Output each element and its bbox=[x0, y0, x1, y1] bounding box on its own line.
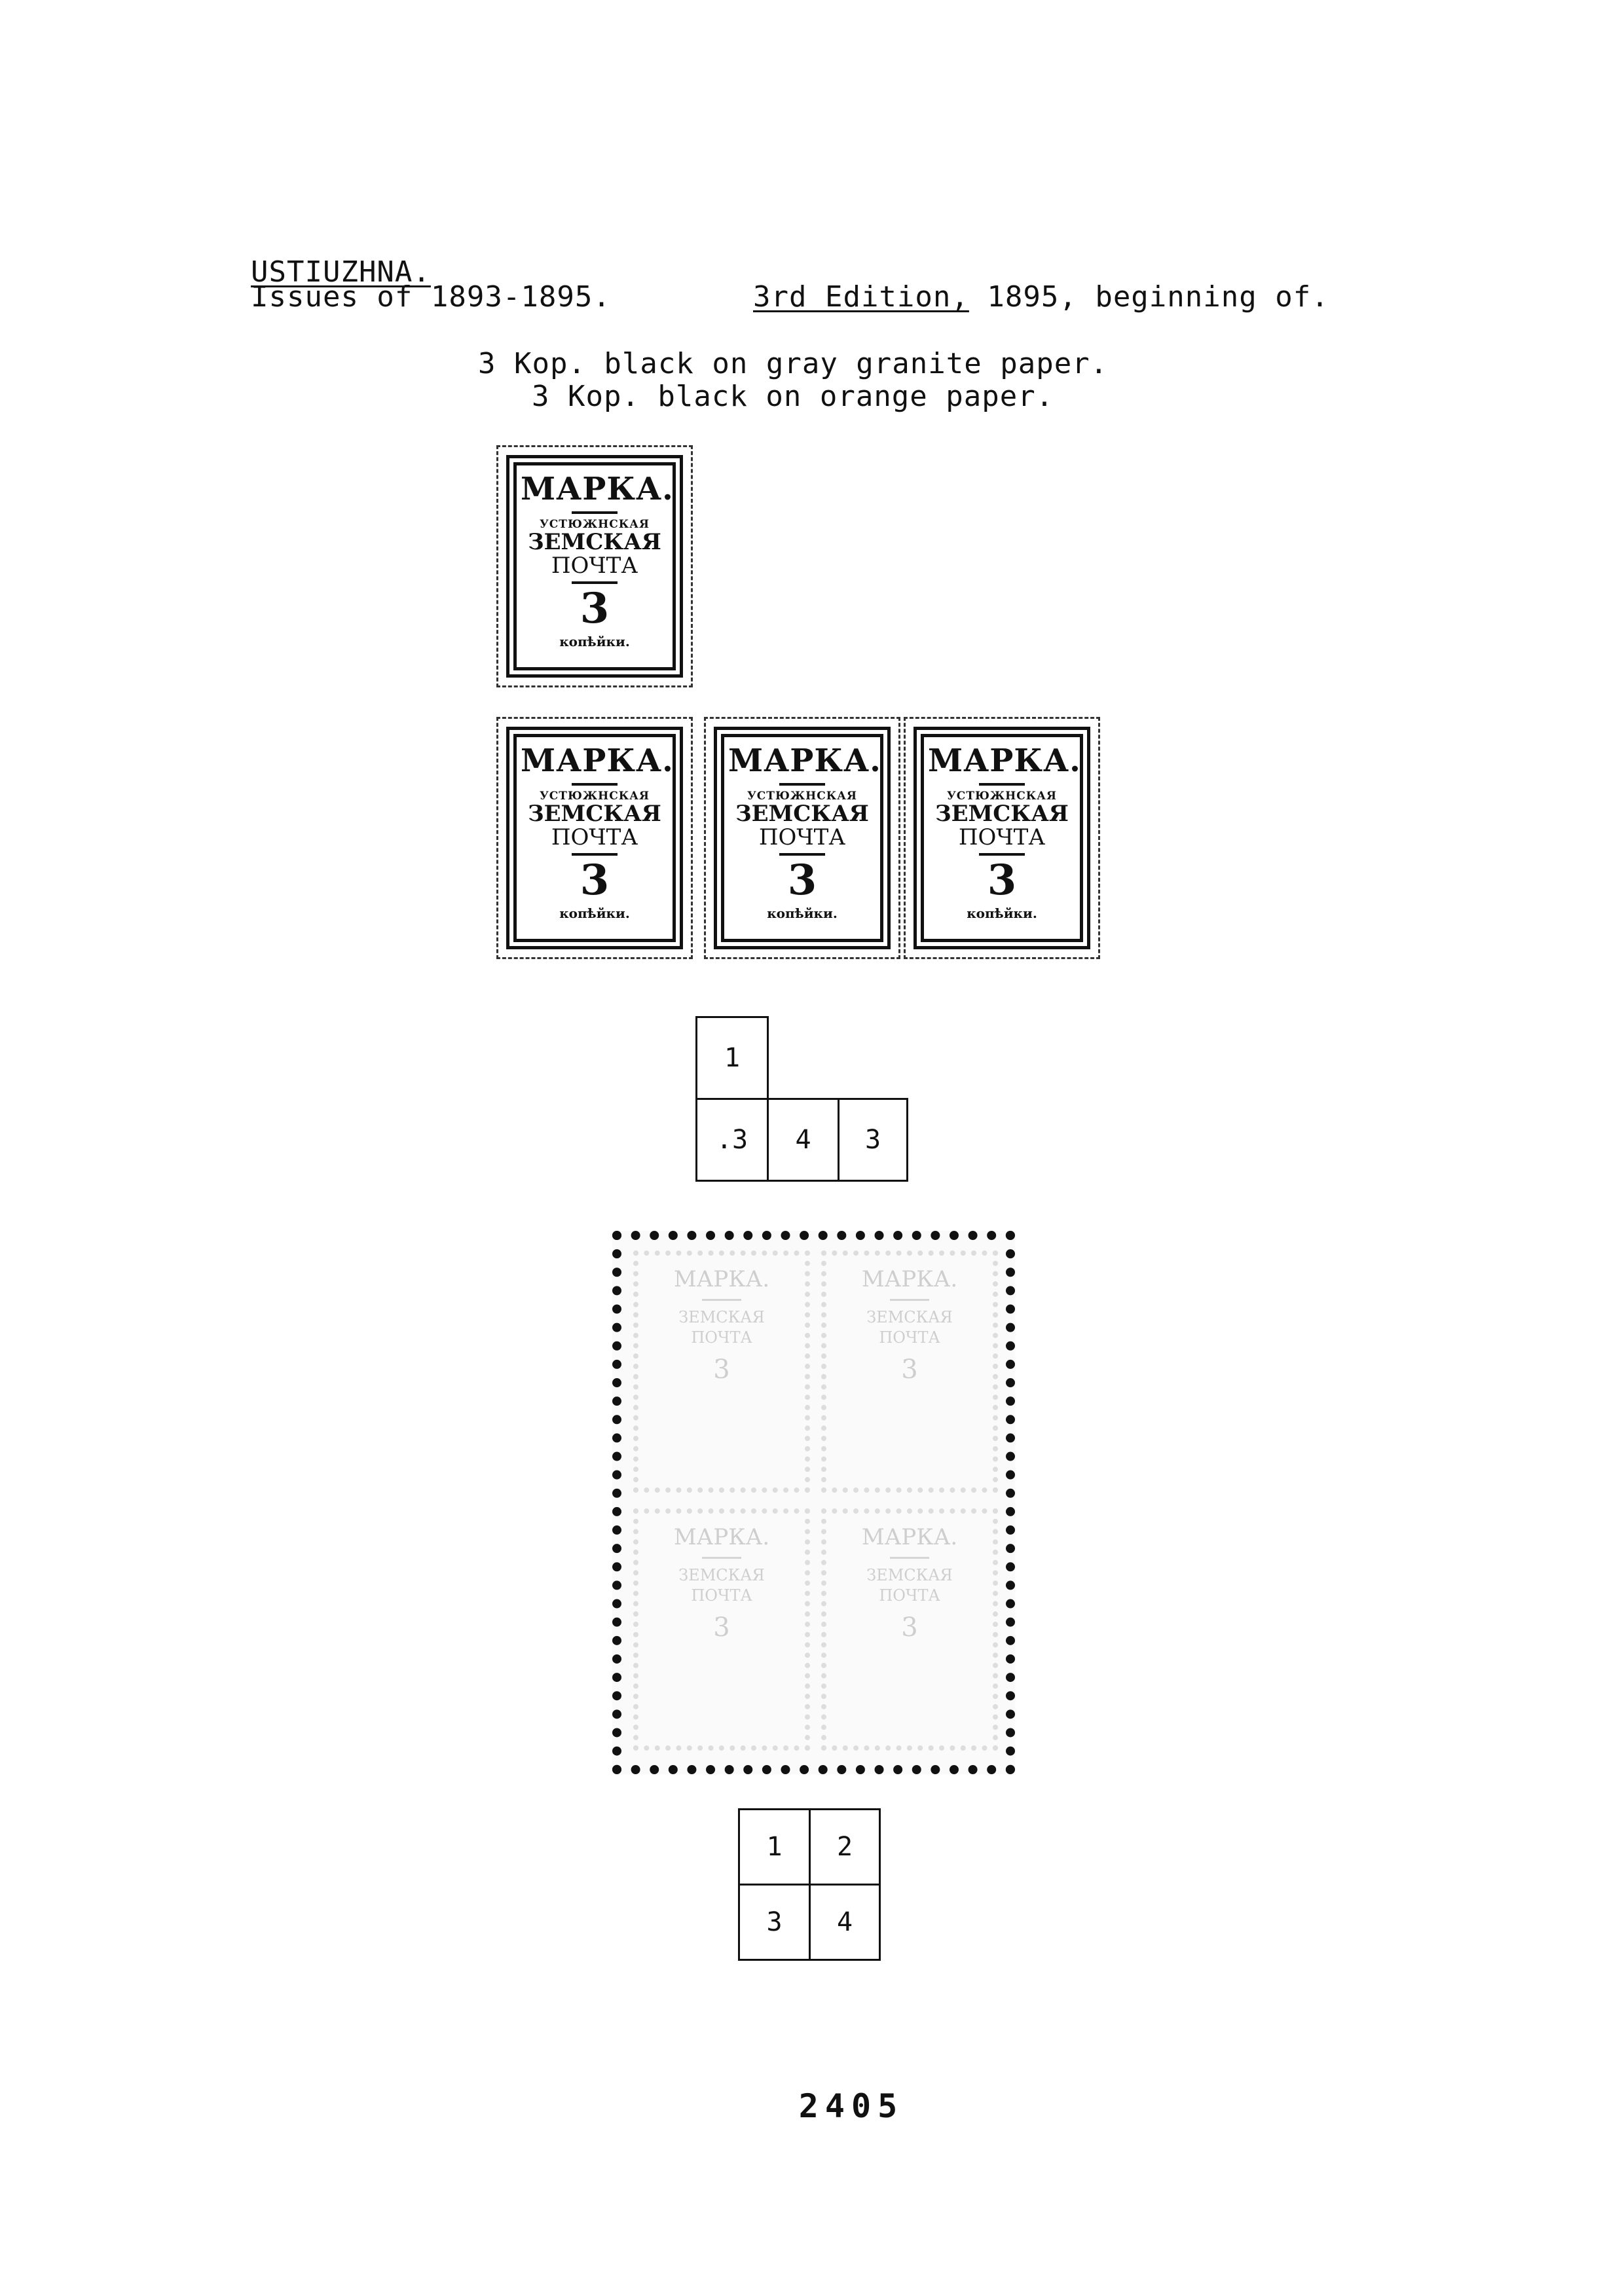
faded-pochta: ПОЧТА bbox=[879, 1328, 940, 1347]
stamp-zemskaya: ЗЕМСКАЯ bbox=[528, 801, 661, 827]
description-line-1: 3 Kop. black on gray granite paper. bbox=[478, 347, 1109, 380]
stamp-value: 3 bbox=[580, 856, 610, 905]
description-line-2: 3 Kop. black on orange paper. bbox=[532, 380, 1054, 413]
faded-pochta: ПОЧТА bbox=[691, 1328, 752, 1347]
faded-rule bbox=[890, 1557, 929, 1559]
faded-stamp bbox=[633, 1250, 810, 1493]
stamp-currency: копѣйки. bbox=[559, 634, 630, 650]
diagram2-cell: 4 bbox=[809, 1884, 881, 1961]
faded-value: 3 bbox=[901, 1355, 918, 1385]
stamp-currency: копѣйки. bbox=[767, 905, 838, 922]
stamp-currency: копѣйки. bbox=[559, 905, 630, 922]
place-heading: USTIUZHNA. bbox=[251, 255, 431, 289]
stamp-title: МАРКА. bbox=[928, 742, 1081, 779]
faded-rule bbox=[702, 1557, 741, 1559]
diagram1-cell: 4 bbox=[767, 1098, 840, 1182]
faded-stamp bbox=[821, 1250, 998, 1493]
stamp-position-4 bbox=[704, 717, 900, 959]
diagram1-cell: 3 bbox=[838, 1098, 908, 1182]
stamp-position-3a bbox=[496, 717, 693, 959]
faded-stamp bbox=[821, 1508, 998, 1751]
faded-stamp-title: МАРКА. bbox=[673, 1266, 770, 1292]
faded-rule bbox=[890, 1299, 929, 1301]
issues-heading: Issues of 1893-1895. bbox=[251, 280, 611, 314]
stamp-currency: копѣйки. bbox=[967, 905, 1037, 922]
stamp-title: МАРКА. bbox=[521, 471, 674, 507]
diagram2-cell: 2 bbox=[809, 1808, 881, 1886]
stamp-rule bbox=[779, 783, 825, 786]
faded-value: 3 bbox=[713, 1613, 730, 1643]
faded-block-of-four bbox=[612, 1231, 1015, 1774]
stamp-town: УСТЮЖНСКАЯ bbox=[539, 790, 650, 803]
stamp-position-1 bbox=[496, 445, 693, 687]
stamp-pochta: ПОЧТА bbox=[551, 824, 638, 850]
stamp-pochta: ПОЧТА bbox=[758, 824, 846, 850]
stamp-rule bbox=[979, 783, 1025, 786]
stamp-title: МАРКА. bbox=[521, 742, 674, 779]
stamp-pochta: ПОЧТА bbox=[551, 552, 638, 579]
stamp-zemskaya: ЗЕМСКАЯ bbox=[735, 801, 869, 827]
page-number: 2405 bbox=[798, 2087, 904, 2125]
stamp-rule bbox=[572, 783, 618, 786]
faded-stamp-title: МАРКА. bbox=[861, 1266, 958, 1292]
stamp-zemskaya: ЗЕМСКАЯ bbox=[935, 801, 1069, 827]
stamp-town: УСТЮЖНСКАЯ bbox=[946, 790, 1058, 803]
faded-stamp-title: МАРКА. bbox=[861, 1524, 958, 1550]
faded-pochta: ПОЧТА bbox=[879, 1586, 940, 1605]
diagram2-cell: 3 bbox=[738, 1884, 811, 1961]
stamp-value: 3 bbox=[987, 856, 1017, 905]
stamp-zemskaya: ЗЕМСКАЯ bbox=[528, 529, 661, 555]
edition-date: 1895, beginning of. bbox=[969, 280, 1329, 314]
stamp-title: МАРКА. bbox=[728, 742, 881, 779]
faded-zemskaya: ЗЕМСКАЯ bbox=[866, 1308, 953, 1326]
diagram1-cell: .3 bbox=[695, 1098, 769, 1182]
faded-zemskaya: ЗЕМСКАЯ bbox=[866, 1566, 953, 1584]
faded-value: 3 bbox=[901, 1613, 918, 1643]
diagram1-cell: 1 bbox=[695, 1016, 769, 1100]
faded-rule bbox=[702, 1299, 741, 1301]
faded-pochta: ПОЧТА bbox=[691, 1586, 752, 1605]
edition-line bbox=[753, 280, 1329, 314]
stamp-town: УСТЮЖНСКАЯ bbox=[539, 518, 650, 531]
stamp-value: 3 bbox=[787, 856, 817, 905]
stamp-pochta: ПОЧТА bbox=[958, 824, 1046, 850]
faded-zemskaya: ЗЕМСКАЯ bbox=[678, 1566, 765, 1584]
edition-label: 3rd Edition, bbox=[753, 280, 969, 314]
diagram2-cell: 1 bbox=[738, 1808, 811, 1886]
stamp-position-3b bbox=[904, 717, 1100, 959]
faded-zemskaya: ЗЕМСКАЯ bbox=[678, 1308, 765, 1326]
stamp-town: УСТЮЖНСКАЯ bbox=[747, 790, 858, 803]
faded-stamp-title: МАРКА. bbox=[673, 1524, 770, 1550]
faded-value: 3 bbox=[713, 1355, 730, 1385]
stamp-value: 3 bbox=[580, 584, 610, 634]
faded-stamp bbox=[633, 1508, 810, 1751]
stamp-rule bbox=[572, 511, 618, 514]
